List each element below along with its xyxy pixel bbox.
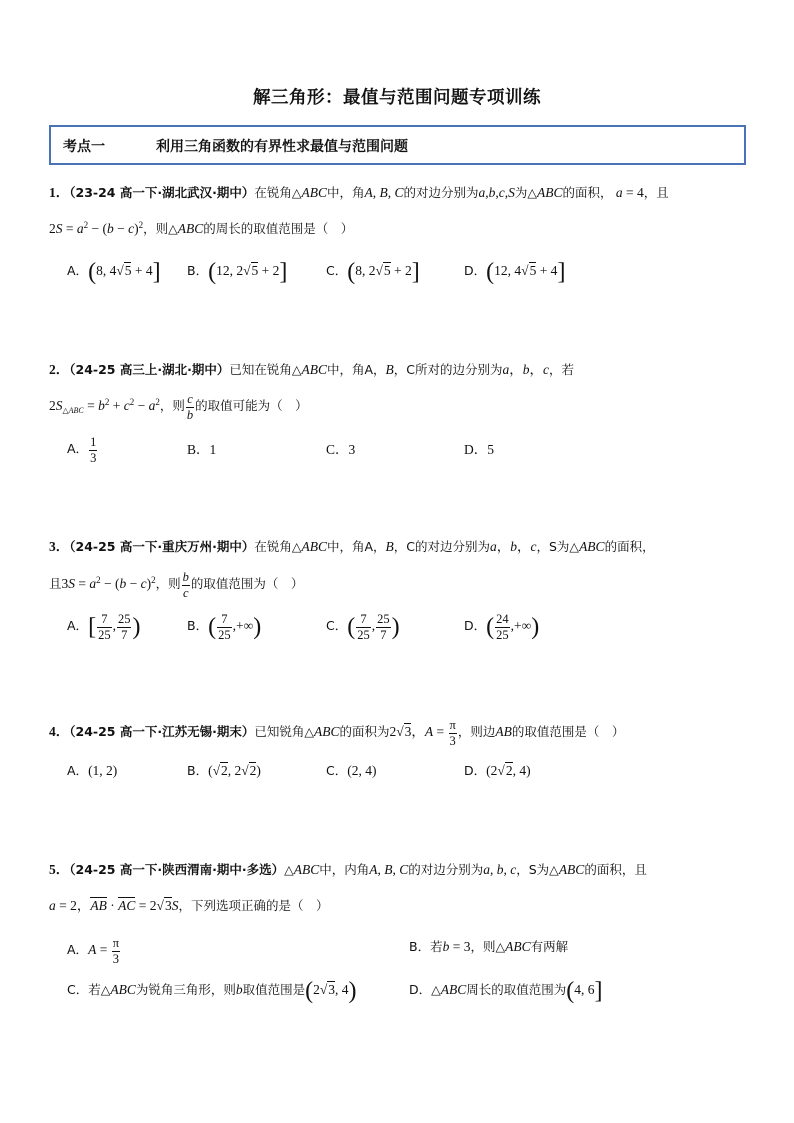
question-4-option-a[interactable]: A．(1, 2) xyxy=(67,763,118,778)
question-5-option-b[interactable]: B．若b = 3，则△ABC有两解 xyxy=(409,939,569,954)
question-2-option-d[interactable]: D．5 xyxy=(464,442,494,457)
question-5-option-d[interactable]: D．△ABC周长的取值范围为(4, 6] xyxy=(409,977,603,1004)
question-3-line-1: 3．（24-25 高一下·重庆万州·期中）在锐角△ABC中，角A，B，C的对边分别为a，b，c，S为△ABC的面积， xyxy=(49,539,655,554)
question-1-line-2: $2S = a^2 - (b - c)^2$，则△ABC的周长的取值范围是（ ） xyxy=(49,220,354,236)
question-1-source: （23-24 高一下·湖北武汉·期中） xyxy=(69,185,255,200)
question-4-line-1: 4．（24-25 高一下·江苏无锡·期末）已知锐角△ABC的面积为2√3，A = $\frac{\pi}{3}$ ，则边AB的取值范围是（ ） xyxy=(49,718,625,748)
question-1-option-b[interactable]: B．(12, 2√5 + 2] xyxy=(187,258,288,285)
question-3-line-2: 且$3S = a^2 - (b - c)^2$，则 $\frac{b}{c}$ 的取值范围为（ ） xyxy=(49,570,304,600)
question-5-line-2: a = 2，AB · AC = 2√3S，下列选项正确的是（ ） xyxy=(49,898,329,913)
section-box xyxy=(49,125,746,165)
question-3-option-b[interactable]: B．( $\frac{7}{25}$ ,+∞) xyxy=(187,612,262,642)
question-4-option-b[interactable]: B．(√2, 2√2) xyxy=(187,763,261,778)
section-topic: 利用三角函数的有界性求最值与范围问题 xyxy=(156,139,408,155)
question-1-option-a[interactable]: A．(8, 4√5 + 4] xyxy=(67,258,161,285)
question-1-number: 1． xyxy=(49,185,70,200)
question-5-option-c[interactable]: C．若△ABC为锐角三角形，则b取值范围是(2√3, 4) xyxy=(67,977,357,1004)
question-4-option-c[interactable]: C．(2, 4) xyxy=(326,763,377,778)
question-3-number: 3． xyxy=(49,539,70,554)
question-3-source: （24-25 高一下·重庆万州·期中） xyxy=(69,539,255,554)
question-5-line-1: 5．（24-25 高一下·陕西渭南·期中·多选）△ABC中，内角A, B, C的对边分别为a, b, c，S为△ABC的面积，且 xyxy=(49,862,647,877)
question-1-option-c[interactable]: C．(8, 2√5 + 2] xyxy=(326,258,420,285)
question-3-option-c[interactable]: C．( $\frac{7}{25}$ , $\frac{25}{7}$ ) xyxy=(326,612,400,642)
question-2-source: （24-25 高三上·湖北·期中） xyxy=(69,362,230,377)
page-title: 解三角形：最值与范围问题专项训练 xyxy=(253,88,541,108)
question-2-line-1: 2．（24-25 高三上·湖北·期中）已知在锐角△ABC中，角A，B，C所对的边分别为a，b，c，若 xyxy=(49,362,575,377)
question-1-option-d[interactable]: D．(12, 4√5 + 4] xyxy=(464,258,566,285)
question-2-option-a[interactable]: A． $\frac{1}{3}$ xyxy=(67,435,97,465)
question-5-source: （24-25 高一下·陕西渭南·期中·多选） xyxy=(69,862,285,877)
question-2-option-b[interactable]: B．1 xyxy=(187,442,217,457)
question-3-option-d[interactable]: D．( $\frac{24}{25}$ ,+∞) xyxy=(464,612,540,642)
question-1-line-1: 1．（23-24 高一下·湖北武汉·期中）在锐角△ABC中，角A, B, C的对边分别为a,b,c,S为△ABC的面积， a = 4，且 xyxy=(49,185,669,200)
question-4-number: 4． xyxy=(49,724,70,740)
question-4-option-d[interactable]: D．(2√2, 4) xyxy=(464,763,531,778)
question-5-number: 5． xyxy=(49,862,70,877)
question-4-source: （24-25 高一下·江苏无锡·期末） xyxy=(69,724,255,740)
question-2-number: 2． xyxy=(49,362,70,377)
question-2-option-c[interactable]: C．3 xyxy=(326,442,356,457)
section-label: 考点一 xyxy=(63,139,105,155)
question-5-option-a[interactable]: A．A = $\frac{\pi}{3}$ xyxy=(67,936,119,966)
question-2-line-2: $2S_{\triangle ABC} = b^2 + c^2 - a^2$，则 $\frac{c}{b}$ 的取值可能为（ ） xyxy=(49,392,308,422)
question-3-option-a[interactable]: A．[ $\frac{7}{25}$ , $\frac{25}{7}$ ) xyxy=(67,612,141,642)
